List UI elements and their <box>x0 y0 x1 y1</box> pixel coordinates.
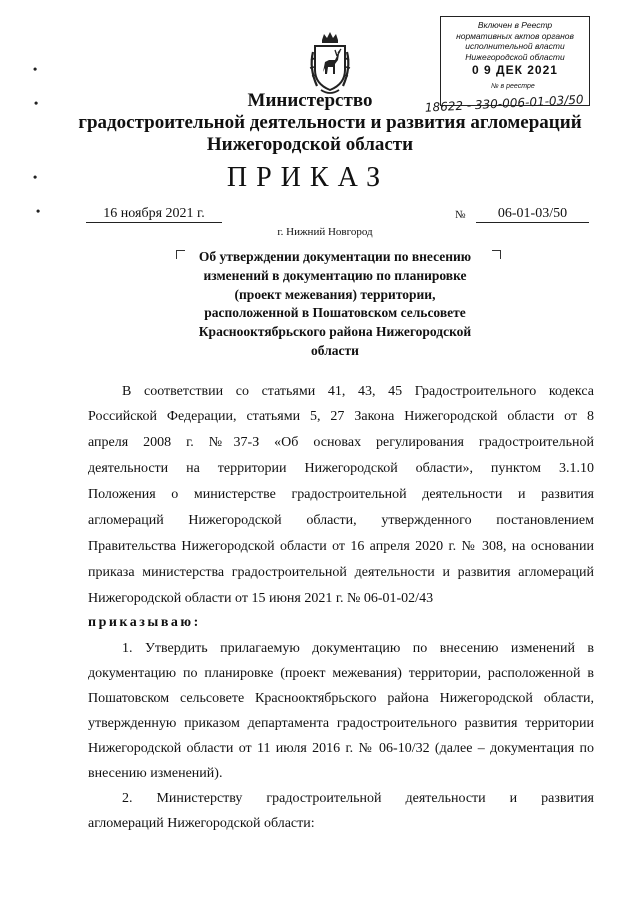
title-line: изменений в документацию по планировке <box>203 267 467 283</box>
document-type-heading: ПРИКАЗ <box>226 162 390 193</box>
preamble-line: деятельности на территории Нижегородской области», пунктом 3.1.10 <box>88 461 594 476</box>
title-line: Краснооктябрьского района Нижегородской <box>198 324 472 340</box>
handwritten-registry-number: 18622 - 330-006-01-03/50 <box>424 92 584 115</box>
order-number: 06-01-03/50 <box>476 206 589 223</box>
order-date: 16 ноября 2021 г. <box>86 206 222 223</box>
margin-mark: • <box>36 204 41 218</box>
title-line: расположенной в Пошатовском сельсовете <box>204 305 466 321</box>
stamp-date: 0 9 ДЕК 2021 <box>472 63 558 77</box>
preamble-line: апреля 2008 г. №37-З «Об основах регулирования градостроительной <box>88 435 594 450</box>
preamble-line: агломераций Нижегородской области, утвержденного постановлением <box>88 513 594 528</box>
item1-line: документацию по планировке (проект межевания) территории, расположенной в <box>88 666 594 681</box>
item2-line: 2. Министерству градостроительной деятельности и развития <box>122 791 594 806</box>
item2-line: агломераций Нижегородской области: <box>88 816 315 831</box>
coat-of-arms-emblem <box>307 30 353 96</box>
order-title <box>170 248 500 361</box>
order-directive-word: приказываю: <box>88 615 201 630</box>
preamble-line: приказа министерства градостроительной деятельности и развития агломераций <box>88 565 594 580</box>
preamble-line: Нижегородской области от 15 июня 2021 г. № 06-01-02/43 <box>88 591 434 606</box>
preamble-line: В соответствии со статьями 41, 43, 45 Градостроительного кодекса <box>122 384 594 399</box>
margin-mark: • <box>33 170 38 184</box>
item1-line: Пошатовском сельсовете Краснооктябрьского района Нижегородской области, <box>88 691 594 706</box>
order-number-label: № <box>455 209 466 221</box>
item1-line: Нижегородской области от 11 июля 2016 г. № 06-10/32 (далее – документация по <box>88 741 594 756</box>
margin-mark: • <box>33 62 38 76</box>
city-name: г. Нижний Новгород <box>277 226 373 238</box>
preamble-line: Положения о министерстве градостроительной деятельности и развития <box>88 487 594 502</box>
preamble-line: Российской Федерации, статьями 5, 27 Закона Нижегородской области от 8 <box>88 409 594 424</box>
stamp-line: Нижегородской области <box>465 51 565 62</box>
title-line: Об утверждении документации по внесению <box>198 249 472 264</box>
stamp-line: исполнительной власти <box>465 41 565 51</box>
preamble-line: Правительства Нижегородской области от 16 апреля 2020 г. № 308, на основании <box>88 539 594 554</box>
stamp-line: Включен в Реестр <box>477 20 553 30</box>
stamp-registry-label: № в реестре <box>491 82 535 90</box>
item1-line: утвержденную приказом департамента градостроительного развития территории <box>88 716 594 731</box>
ministry-name-line1: Министерство <box>247 90 373 111</box>
stamp-line: нормативных актов органов <box>456 30 574 41</box>
item1-line: внесению изменений). <box>88 766 223 781</box>
item1-line: 1. Утвердить прилагаемую документацию по внесению изменений в <box>122 641 594 656</box>
title-line: (проект межевания) территории, <box>234 286 436 302</box>
title-line: области <box>311 342 359 358</box>
ministry-name-line3: Нижегородской области <box>206 134 414 155</box>
ministry-name-line2: градостроительной деятельности и развития агломераций <box>78 112 582 133</box>
margin-mark: • <box>34 96 39 110</box>
